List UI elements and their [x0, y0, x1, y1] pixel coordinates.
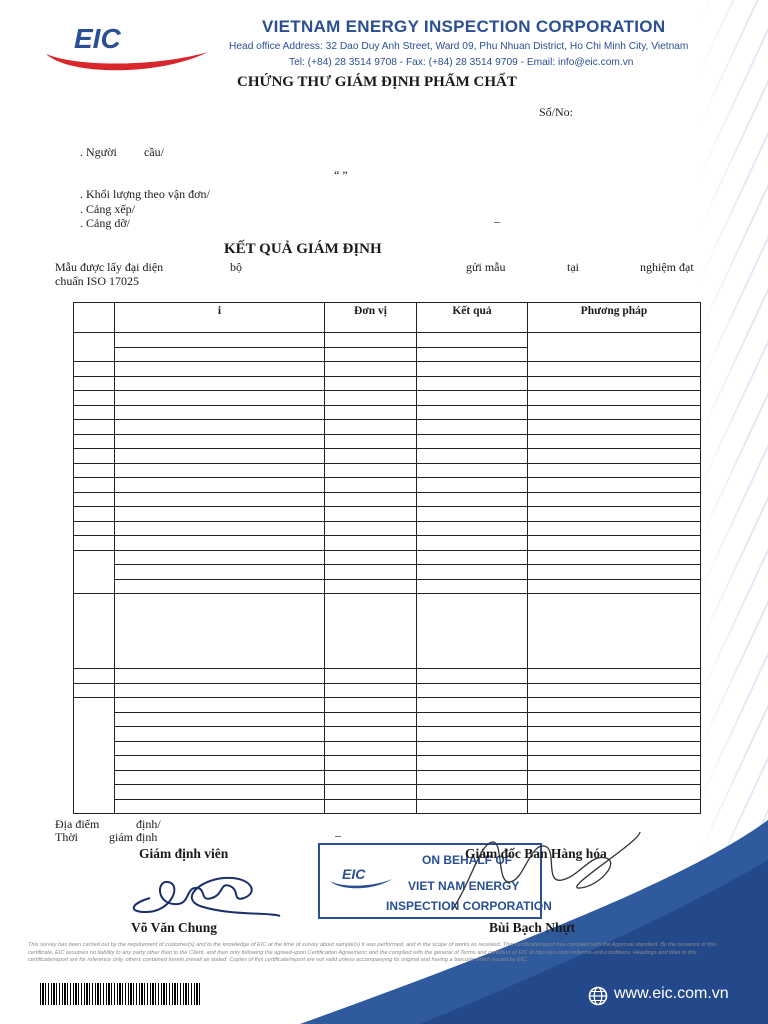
sample-text-5: nghiệm đạt [640, 260, 694, 274]
time-label-a: Thời [55, 830, 79, 844]
location-label-b: định/ [136, 817, 161, 831]
bl-quantity-label: . Khối lượng theo vận đơn/ [80, 187, 210, 201]
table-row [74, 405, 701, 420]
table-row [74, 550, 701, 565]
table-row [74, 376, 701, 391]
table-row [74, 683, 701, 698]
discharge-port-label: . Cảng dỡ/ [80, 216, 131, 230]
table-row [74, 712, 701, 727]
table-row [74, 420, 701, 435]
stamp-logo-lettering: EIC [342, 866, 366, 882]
table-row [74, 507, 701, 522]
results-table [73, 302, 701, 814]
table-row [74, 756, 701, 771]
table-row [74, 770, 701, 785]
company-address: Head office Address: 32 Dao Duy Anh Street, Ward 09, Phu Nhuan District, Ho Chi Minh City, Vietnam [229, 41, 689, 52]
table-row [74, 669, 701, 684]
requester-label-b: cầu/ [144, 145, 164, 159]
director-title: Giám đốc Ban Hàng hóa [465, 846, 607, 861]
inspector-signature [120, 868, 290, 924]
stamp-line-1: ON BEHALF OF [422, 853, 512, 867]
table-row [74, 785, 701, 800]
table-row [74, 492, 701, 507]
col-header-result: Kết quả [417, 303, 528, 333]
table-row [74, 362, 701, 377]
disclaimer-text: This survey has been carried out by the requirement of customer(s) and to the knowledge of EIC at the time of survey about sample(s) it was performed, and in the scope of works as received. This certificate/report has complied with the Approval standard. By the issuance of this certificate, EIC assumes no liability to any party other than to the Client, and then only following the agreed-upon Certification Agreement; and the complied with the general of Terms and condition of EIC at http://eic.com.vn/terms-and-conditions. Headings and titles in this certificate/report are for reference only, others contained herein prevail as stated. Copies of this certificate/report are not valid unless accompanying its original and having a barcode which issued by EIC. [28, 942, 717, 964]
table-row [74, 521, 701, 536]
time-dash: – [335, 828, 341, 842]
director-signature [440, 824, 650, 920]
sample-text-1: Mẫu được lấy đại diện [55, 260, 164, 274]
table-row [74, 579, 701, 594]
table-row [74, 478, 701, 493]
sample-text-6: chuẩn ISO 17025 [55, 274, 139, 288]
discharge-dash: – [494, 214, 500, 228]
requester-quotes: “ ” [334, 168, 348, 182]
website-link[interactable]: www.eic.com.vn [614, 985, 729, 1002]
requester-label-a: . Người [80, 145, 117, 159]
table-row [74, 333, 701, 348]
eic-logo [40, 14, 212, 72]
company-contact: Tel: (+84) 28 3514 9708 - Fax: (+84) 28 3514 9709 - Email: info@eic.com.vn [289, 57, 634, 68]
col-header-item: i [115, 303, 325, 333]
barcode [40, 983, 202, 1005]
table-row [74, 391, 701, 406]
certificate-number-label: Số/No: [539, 105, 574, 119]
sample-text-3: gửi mẫu [466, 260, 506, 274]
time-label-b: giám định [109, 830, 158, 844]
table-row [74, 536, 701, 551]
col-header-unit: Đơn vị [325, 303, 417, 333]
table-row [74, 799, 701, 814]
stamp-line-3: INSPECTION CORPORATION [386, 899, 552, 913]
stamp-logo-icon [328, 861, 394, 891]
table-row [74, 434, 701, 449]
table-row [74, 741, 701, 756]
company-name: VIETNAM ENERGY INSPECTION CORPORATION [262, 17, 666, 36]
table-row [74, 565, 701, 580]
results-title: KẾT QUẢ GIÁM ĐỊNH [224, 241, 382, 257]
inspector-name: Võ Văn Chung [131, 920, 218, 935]
director-name: Bùi Bạch Nhựt [489, 920, 576, 935]
table-row [74, 449, 701, 464]
sample-text-2: bộ [230, 260, 242, 274]
logo-lettering: EIC [74, 23, 121, 54]
location-label-a: Địa điểm [55, 817, 100, 831]
col-header-method: Phương pháp [528, 303, 701, 333]
table-row [74, 698, 701, 713]
certificate-title: CHỨNG THƯ GIÁM ĐỊNH PHẨM CHẤT [237, 74, 517, 90]
table-row [74, 463, 701, 478]
col-header-no [74, 303, 115, 333]
loading-port-label: . Cảng xếp/ [80, 202, 135, 216]
inspector-title: Giám định viên [139, 846, 229, 861]
table-row [74, 727, 701, 742]
sample-text-4: tại [567, 260, 579, 274]
globe-icon [588, 986, 608, 1006]
stamp-line-2: VIET NAM ENERGY [408, 879, 520, 893]
table-header-row [74, 303, 701, 333]
table-row [74, 594, 701, 669]
